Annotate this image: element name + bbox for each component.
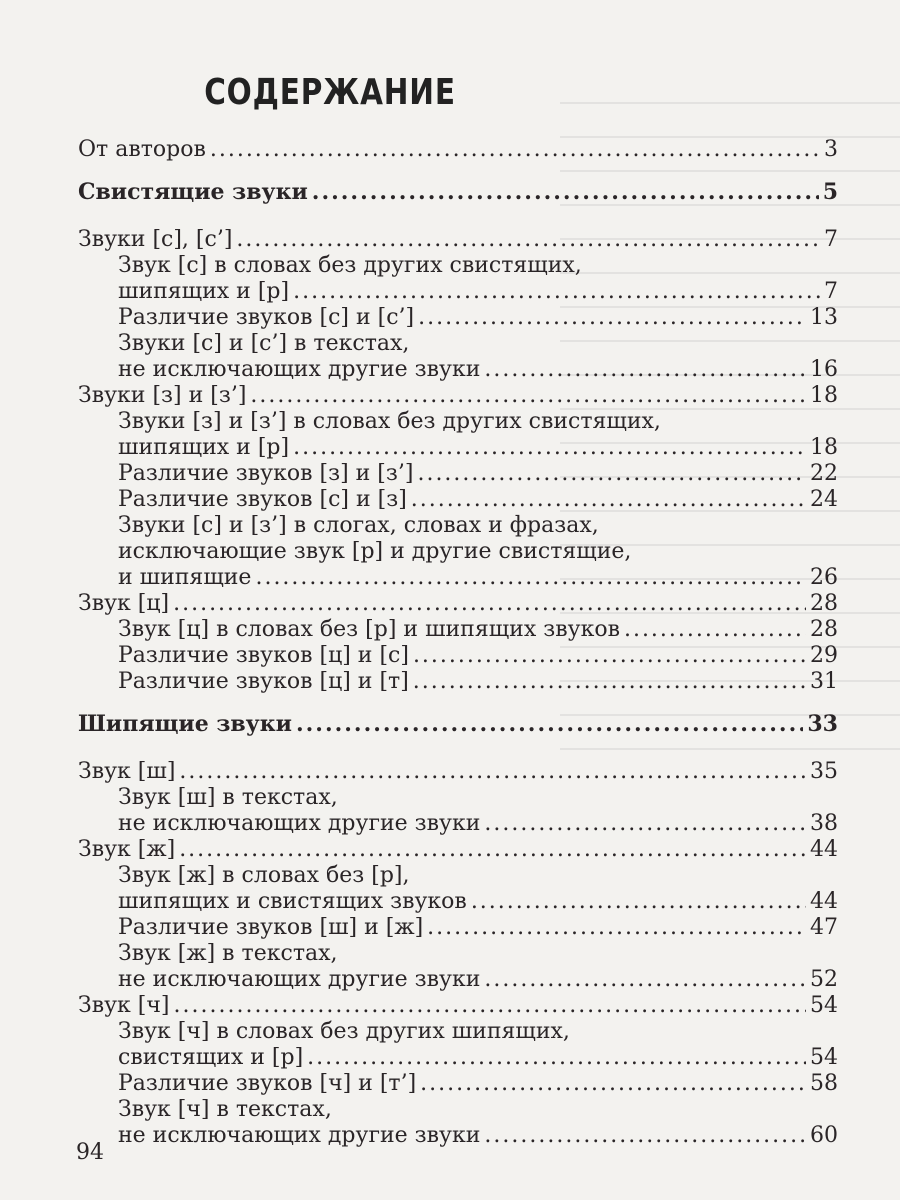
toc-page-number: 7 <box>824 227 838 252</box>
toc-entry-label: Звуки [с] и [з’] в слогах, словах и фразах, <box>118 513 599 538</box>
dot-leader <box>307 1044 806 1072</box>
toc-page-number: 16 <box>810 357 838 382</box>
dot-leader <box>471 888 806 916</box>
toc-subentry <box>118 460 838 488</box>
toc-page-number: 18 <box>810 383 838 408</box>
toc-subentry <box>118 862 838 890</box>
page-title: СОДЕРЖАНИЕ <box>204 72 456 113</box>
dot-leader <box>293 278 820 306</box>
toc-page-number: 3 <box>824 137 838 162</box>
toc-page-number: 38 <box>810 811 838 836</box>
toc-entry-label: Звуки [с], [с’] <box>78 227 233 252</box>
toc-subentry <box>118 642 838 670</box>
toc-page-number: 24 <box>810 487 838 512</box>
toc-entry <box>78 136 838 164</box>
toc-entry-label: Звук [ж] <box>78 837 176 862</box>
toc-subentry <box>118 616 838 644</box>
toc-subentry <box>118 668 838 696</box>
toc-subentry <box>118 1096 838 1124</box>
dot-leader <box>418 304 806 332</box>
toc-entry-label: исключающие звук [р] и другие свистящие, <box>118 539 632 564</box>
toc-page-number: 60 <box>810 1123 838 1148</box>
dot-leader <box>420 1070 806 1098</box>
toc-subentry <box>118 252 838 280</box>
dot-leader <box>484 1122 806 1150</box>
toc-subentry <box>118 914 838 942</box>
toc-entry-label: Различие звуков [з] и [з’] <box>118 461 414 486</box>
dot-leader <box>296 710 803 738</box>
toc-entry-label: Шипящие звуки <box>78 711 292 737</box>
dot-leader <box>484 966 806 994</box>
toc-page-number: 31 <box>810 669 838 694</box>
toc-page-number: 28 <box>810 617 838 642</box>
toc-subentry <box>118 330 838 358</box>
toc-entry-label: шипящих и свистящих звуков <box>118 889 467 914</box>
dot-leader <box>179 758 806 786</box>
toc-entry-label: Звук [ч] в словах без других шипящих, <box>118 1019 570 1044</box>
toc-page-number: 13 <box>810 305 838 330</box>
toc-entry-label: Звук [ж] в словах без [р], <box>118 863 410 888</box>
toc-entry-label: Звуки [з] и [з’] в словах без других свистящих, <box>118 409 661 434</box>
toc-entry-label: Звуки [з] и [з’] <box>78 383 247 408</box>
dot-leader <box>427 914 806 942</box>
toc-subentry <box>118 888 838 916</box>
dot-leader <box>179 836 806 864</box>
dot-leader <box>413 642 806 670</box>
toc-subentry <box>118 538 838 566</box>
toc-page-number: 5 <box>822 179 838 205</box>
toc-page-number: 18 <box>810 435 838 460</box>
toc-page-number: 22 <box>810 461 838 486</box>
toc-entry-label: От авторов <box>78 137 206 162</box>
toc-entry-label: Звук [ш] в текстах, <box>118 785 338 810</box>
toc-entry-label: Звук [ч] <box>78 993 170 1018</box>
toc-entry <box>78 590 838 618</box>
dot-leader <box>413 668 806 696</box>
toc-page-number: 7 <box>824 279 838 304</box>
toc-page-number: 33 <box>807 711 838 737</box>
toc-entry-label: Звуки [с] и [с’] в текстах, <box>118 331 410 356</box>
toc-page-number: 54 <box>810 1045 838 1070</box>
toc-page-number: 29 <box>810 643 838 668</box>
dot-leader <box>210 136 820 164</box>
dot-leader <box>255 564 806 592</box>
toc-entry-label: шипящих и [р] <box>118 435 290 460</box>
toc-subentry <box>118 408 838 436</box>
toc-subentry <box>118 784 838 812</box>
dot-leader <box>236 226 820 254</box>
toc-entry-label: и шипящие <box>118 565 252 590</box>
toc-subentry <box>118 278 838 306</box>
toc-entry <box>78 178 838 206</box>
dot-leader <box>250 382 806 410</box>
toc-page-number: 28 <box>810 591 838 616</box>
toc-page-number: 52 <box>810 967 838 992</box>
toc-page-number: 58 <box>810 1071 838 1096</box>
dot-leader <box>293 434 806 462</box>
toc-subentry <box>118 356 838 384</box>
toc-subentry <box>118 810 838 838</box>
toc-subentry <box>118 940 838 968</box>
toc-entry-label: Звук [ч] в текстах, <box>118 1097 332 1122</box>
toc-entry-label: Звук [ц] в словах без [р] и шипящих звуков <box>118 617 620 642</box>
dot-leader <box>484 810 806 838</box>
toc-entry-label: Звук [ж] в текстах, <box>118 941 338 966</box>
toc-entry-label: не исключающих другие звуки <box>118 811 481 836</box>
toc-subentry <box>118 1122 838 1150</box>
toc-page-number: 26 <box>810 565 838 590</box>
toc-entry-label: шипящих и [р] <box>118 279 290 304</box>
toc-entry-label: Различие звуков [с] и [с’] <box>118 305 415 330</box>
toc-subentry <box>118 512 838 540</box>
toc-page-number: 54 <box>810 993 838 1018</box>
dot-leader <box>174 992 807 1020</box>
toc-entry-label: Различие звуков [с] и [з] <box>118 487 407 512</box>
dot-leader <box>624 616 806 644</box>
page-number: 94 <box>76 1140 104 1165</box>
toc-entry <box>78 226 838 254</box>
toc-entry-label: Различие звуков [ц] и [т] <box>118 669 409 694</box>
toc-subentry <box>118 304 838 332</box>
toc-subentry <box>118 434 838 462</box>
toc-entry-label: Различие звуков [ш] и [ж] <box>118 915 424 940</box>
toc-subentry <box>118 1044 838 1072</box>
toc-entry <box>78 710 838 738</box>
dot-leader <box>411 486 806 514</box>
toc-entry <box>78 758 838 786</box>
toc-page-number: 35 <box>810 759 838 784</box>
toc-page-number: 44 <box>810 837 838 862</box>
toc-entry-label: Свистящие звуки <box>78 179 308 205</box>
dot-leader <box>173 590 806 618</box>
toc-entry-label: свистящих и [р] <box>118 1045 304 1070</box>
dot-leader <box>484 356 806 384</box>
toc-page-number: 44 <box>810 889 838 914</box>
toc-entry-label: не исключающих другие звуки <box>118 1123 481 1148</box>
toc-subentry <box>118 966 838 994</box>
toc-entry <box>78 836 838 864</box>
toc-entry <box>78 992 838 1020</box>
toc-entry-label: не исключающих другие звуки <box>118 967 481 992</box>
toc-entry-label: Звук [ц] <box>78 591 170 616</box>
toc-subentry <box>118 1018 838 1046</box>
toc-subentry <box>118 1070 838 1098</box>
toc-entry-label: Звук [с] в словах без других свистящих, <box>118 253 582 278</box>
toc-subentry <box>118 486 838 514</box>
toc-entry-label: не исключающих другие звуки <box>118 357 481 382</box>
toc-entry-label: Различие звуков [ц] и [с] <box>118 643 409 668</box>
toc-page-number: 47 <box>810 915 838 940</box>
dot-leader <box>417 460 806 488</box>
toc-subentry <box>118 564 838 592</box>
toc-entry-label: Различие звуков [ч] и [т’] <box>118 1071 417 1096</box>
toc-entry-label: Звук [ш] <box>78 759 176 784</box>
dot-leader <box>312 178 819 206</box>
toc-entry <box>78 382 838 410</box>
